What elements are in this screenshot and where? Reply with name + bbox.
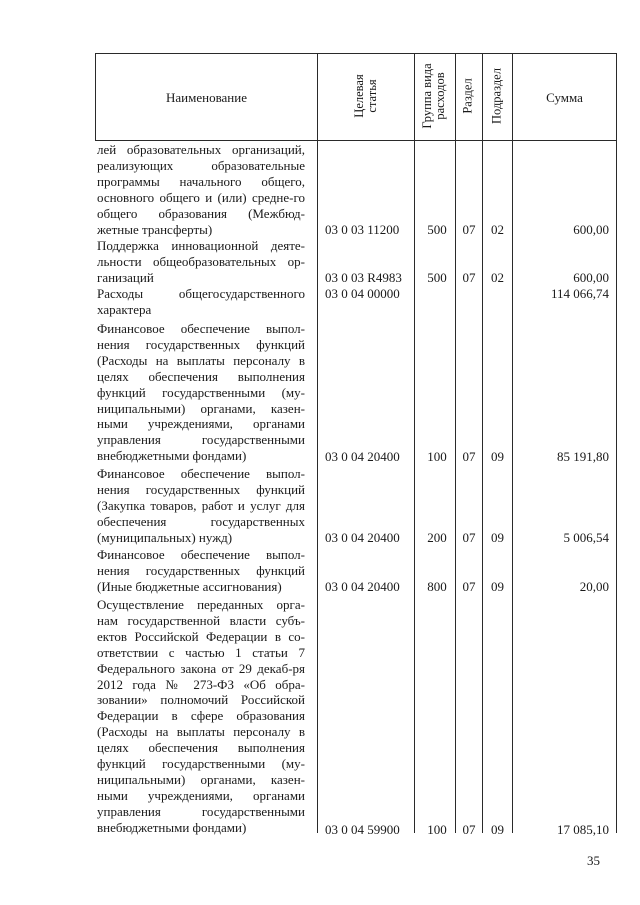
row-section: 07 bbox=[462, 270, 476, 286]
table-row bbox=[97, 546, 617, 595]
table-row bbox=[97, 286, 617, 318]
row-sum: 85 191,80 bbox=[557, 449, 609, 465]
row-subsection: 09 bbox=[491, 822, 504, 838]
row-subsection: 09 bbox=[491, 449, 504, 465]
row-section: 07 bbox=[462, 222, 476, 238]
header-group-line2: расходов bbox=[433, 72, 447, 120]
row-subsection: 09 bbox=[491, 530, 504, 546]
table-row bbox=[97, 142, 617, 238]
header-sum: Сумма bbox=[546, 90, 583, 105]
row-group: 800 bbox=[427, 579, 447, 595]
header-target-line2: статья bbox=[365, 79, 379, 113]
table-row bbox=[97, 238, 617, 286]
row-section: 07 bbox=[462, 449, 476, 465]
header-bottom-border bbox=[95, 140, 617, 141]
header-name: Наименование bbox=[166, 90, 247, 105]
header-target-article bbox=[353, 74, 379, 117]
row-group: 500 bbox=[427, 270, 447, 286]
row-subsection: 02 bbox=[491, 270, 504, 286]
row-target-code: 03 0 04 59900 bbox=[325, 822, 400, 838]
row-group: 100 bbox=[427, 449, 447, 465]
table-row bbox=[97, 595, 617, 838]
header-target-line1: Целевая bbox=[352, 74, 366, 118]
row-target-code: 03 0 04 00000 bbox=[325, 286, 400, 301]
row-target-code: 03 0 04 20400 bbox=[325, 530, 400, 546]
row-sum: 114 066,74 bbox=[550, 286, 609, 301]
table-top-border bbox=[95, 53, 617, 54]
row-target-code: 03 0 04 20400 bbox=[325, 579, 400, 595]
row-group: 200 bbox=[427, 530, 447, 546]
header-group-line1: Группа вида bbox=[420, 63, 434, 129]
row-target-code: 03 0 03 R4983 bbox=[325, 270, 402, 286]
row-sum: 5 006,54 bbox=[563, 530, 609, 546]
row-sum: 17 085,10 bbox=[557, 822, 609, 838]
header-subsection: Подраздел bbox=[489, 68, 504, 124]
row-section: 07 bbox=[462, 822, 476, 838]
row-name: лей образовательных организаций, реализующих образовательные программы начального общего, основного общего и (или) средне-го общего образования (Межбюд-жетные трансферты) bbox=[97, 142, 305, 237]
row-sum: 600,00 bbox=[573, 222, 609, 238]
row-name: Осуществление переданных орга-нам государственной власти субъ-ектов Российской Федерации в со-ответствии с частью 1 статьи 7 Федерального закона от 29 декаб-ря 2012 года № 273-ФЗ «Об обра-зовании» полномочий Российской Федерации в сфере образования (Расходы на выплаты персоналу в целях обеспечения выполнения функций государственными (му-ниципальными) органами, казен-ными учреждениями, органами управления государственными внебюджетными фондами) bbox=[97, 597, 305, 835]
table-row bbox=[97, 318, 617, 465]
page-number: 35 bbox=[587, 853, 600, 868]
row-sum: 20,00 bbox=[579, 579, 609, 595]
row-sum: 600,00 bbox=[573, 270, 609, 286]
header-expense-group bbox=[421, 63, 447, 128]
row-name: Финансовое обеспечение выпол-нения государственных функций (Закупка товаров, работ и услуг для обеспечения государственных (муниципальных) нужд) bbox=[97, 466, 305, 545]
row-target-code: 03 0 04 20400 bbox=[325, 449, 400, 465]
table-row bbox=[97, 465, 617, 546]
header-section: Раздел bbox=[460, 78, 475, 114]
row-name: Поддержка инновационной деяте-льности общеобразовательных ор-ганизаций bbox=[97, 238, 305, 285]
row-subsection: 09 bbox=[491, 579, 504, 595]
row-subsection: 02 bbox=[491, 222, 504, 238]
row-section: 07 bbox=[462, 579, 476, 595]
row-name: Финансовое обеспечение выпол-нения государственных функций (Иные бюджетные ассигнования) bbox=[97, 547, 305, 594]
row-section: 07 bbox=[462, 530, 476, 546]
row-group: 100 bbox=[427, 822, 447, 838]
row-target-code: 03 0 03 11200 bbox=[325, 222, 400, 238]
row-name: Финансовое обеспечение выпол-нения государственных функций (Расходы на выплаты персоналу в целях обеспечения выполнения функций государственными (му-ниципальными) органами, казен-ными учреждениями, органами управления государственными внебюджетными фондами) bbox=[97, 321, 305, 464]
row-group: 500 bbox=[427, 222, 447, 238]
row-name: Расходы общегосударственного характера bbox=[97, 286, 305, 317]
